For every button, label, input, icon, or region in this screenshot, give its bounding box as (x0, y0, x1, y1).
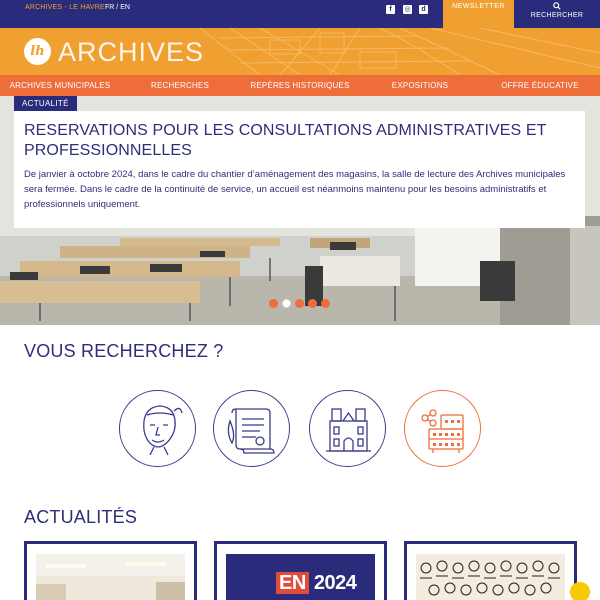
hero-text: De janvier à octobre 2024, dans le cadre du chantier d’aménagement des magasins, la salle de lecture des Archives municipales sera fermée. Dans le cadre de la continuité de service, un accueil est néanmoins maintenu pour les besoins administratifs et professionnels uniquement. (24, 169, 566, 210)
parchment-icon (214, 391, 291, 468)
hero-slider (0, 96, 600, 325)
search-button[interactable] (514, 0, 600, 28)
nav-recherches[interactable]: RECHERCHES (150, 81, 209, 90)
research-item-building[interactable] (309, 390, 386, 467)
dailymotion-icon[interactable]: d (419, 5, 428, 14)
research-item-portrait[interactable] (119, 390, 196, 467)
nav-offre-educative[interactable]: OFFRE ÉDUCATIVE (501, 81, 579, 90)
lang-en-link[interactable]: EN (120, 4, 130, 11)
portrait-icon (120, 391, 197, 468)
search-label: RECHERCHER (530, 12, 584, 19)
slider-dot-5[interactable] (321, 299, 330, 308)
news-badge: ACTUALITÉ (14, 96, 77, 111)
nav-expositions[interactable]: EXPOSITIONS (391, 81, 449, 90)
news-card-1-image (36, 554, 185, 600)
building-icon (310, 391, 387, 468)
lightbulb-icon[interactable] (570, 582, 590, 600)
news-card-2[interactable] (214, 541, 387, 600)
office-photo (36, 554, 185, 600)
hero-title[interactable]: RESERVATIONS POUR LES CONSULTATIONS ADMINISTRATIVES ET PROFESSIONNELLES (24, 122, 547, 159)
slider-dot-3[interactable] (295, 299, 304, 308)
news-card-1[interactable] (24, 541, 197, 600)
hero-card[interactable] (14, 111, 585, 228)
facebook-icon[interactable]: f (386, 5, 395, 14)
slider-dot-1[interactable] (269, 299, 278, 308)
news-card-3[interactable] (404, 541, 577, 600)
news-card-2-prefix: EN (276, 572, 309, 594)
research-item-parchment[interactable] (213, 390, 290, 467)
site-logo[interactable]: lh (24, 38, 51, 65)
archive-share-icon (405, 391, 482, 468)
news-card-2-image (226, 554, 375, 600)
lang-separator: / (116, 4, 119, 11)
slider-dot-2[interactable] (282, 299, 291, 308)
news-card-2-headline (276, 572, 356, 595)
search-icon (553, 2, 561, 10)
header-banner (0, 28, 600, 75)
nav-reperes-historiques[interactable]: REPÈRES HISTORIQUES (250, 81, 350, 90)
lang-fr-link[interactable]: FR (105, 4, 115, 11)
research-title: VOUS RECHERCHEZ ? (24, 341, 224, 361)
newsletter-label: NEWSLETTER (452, 3, 505, 10)
main-nav (0, 75, 600, 96)
nav-archives-municipales[interactable]: ARCHIVES MUNICIPALES (9, 81, 111, 90)
logo-text: ARCHIVES (58, 37, 205, 67)
language-switch (105, 4, 130, 11)
slider-dot-4[interactable] (308, 299, 317, 308)
site-brand-link[interactable]: ARCHIVES - LE HAVRE (25, 4, 105, 11)
newsletter-button[interactable] (443, 0, 514, 28)
crowd-drawing (416, 554, 565, 600)
news-card-2-year: 2024 (313, 572, 357, 594)
news-card-3-image (416, 554, 565, 600)
news-title: ACTUALITÉS (24, 507, 138, 527)
instagram-icon[interactable]: ◎ (404, 6, 411, 13)
top-bar (0, 0, 600, 28)
research-item-archive-share[interactable] (404, 390, 481, 467)
